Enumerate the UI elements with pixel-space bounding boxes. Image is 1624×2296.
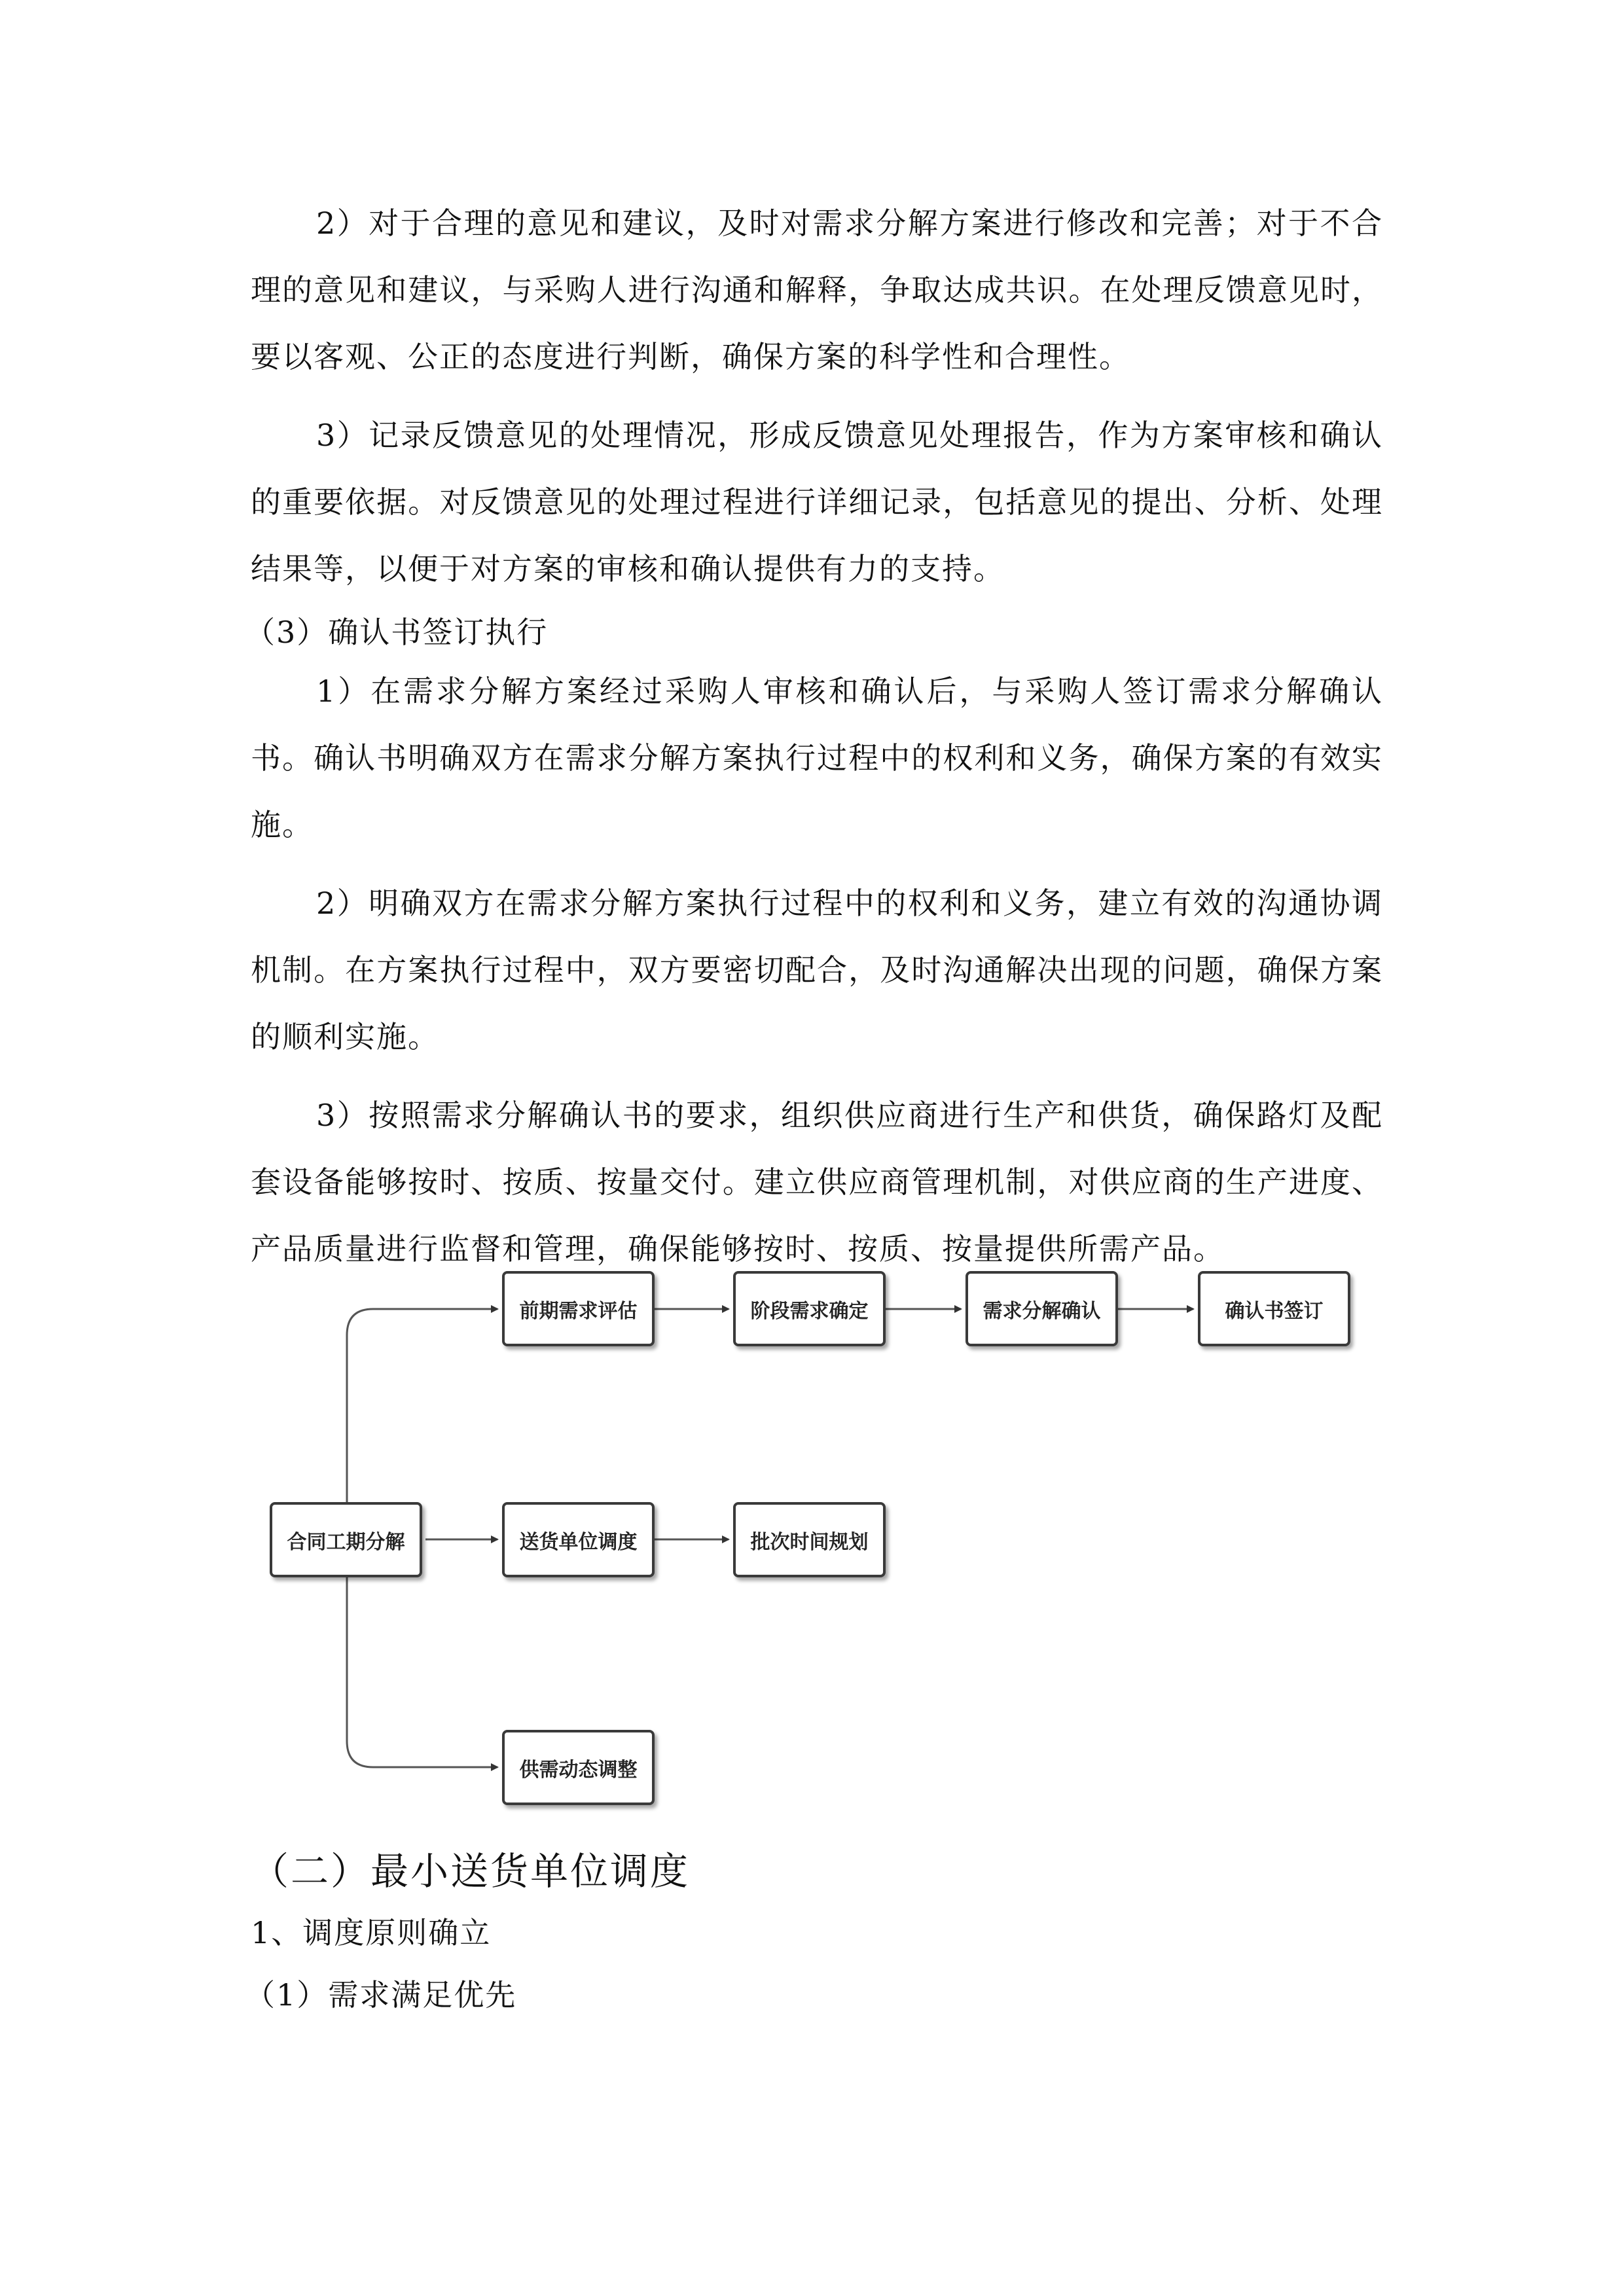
flow-node-contract-period: 合同工期分解	[270, 1502, 422, 1577]
connector-root-to-row1	[347, 1309, 497, 1502]
flow-node-confirmation-signing: 确认书签订	[1198, 1271, 1350, 1346]
heading-dispatch-principles: 1、调度原则确立	[251, 1915, 492, 1950]
flow-node-demand-breakdown-confirm: 需求分解确认	[965, 1271, 1118, 1346]
connector-root-to-row3	[347, 1577, 497, 1767]
paragraph-feedback-2: 2）对于合理的意见和建议，及时对需求分解方案进行修改和完善；对于不合理的意见和建议，与采购人进行沟通和解释，争取达成共识。在处理反馈意见时，要以客观、公正的态度进行判断，确保方案的科学性和合理性。	[251, 206, 1383, 374]
paragraph-confirm-1: 1）在需求分解方案经过采购人审核和确认后，与采购人签订需求分解确认书。确认书明确双方在需求分解方案执行过程中的权利和义务，确保方案的有效实施。	[251, 673, 1383, 842]
flow-node-batch-schedule: 批次时间规划	[733, 1502, 886, 1577]
heading-demand-priority: （1）需求满足优先	[245, 1977, 517, 2013]
paragraph-feedback-3: 3）记录反馈意见的处理情况，形成反馈意见处理报告，作为方案审核和确认的重要依据。对反馈意见的处理过程进行详细记录，包括意见的提出、分析、处理结果等，以便于对方案的审核和确认提供有力的支持。	[251, 418, 1383, 586]
flow-node-phase-demand: 阶段需求确定	[733, 1271, 886, 1346]
flow-node-supply-demand-adjust: 供需动态调整	[502, 1730, 655, 1805]
flow-node-early-demand-assessment: 前期需求评估	[502, 1271, 655, 1346]
paragraph-confirm-3: 3）按照需求分解确认书的要求，组织供应商进行生产和供货，确保路灯及配套设备能够按时、按质、按量交付。建立供应商管理机制，对供应商的生产进度、产品质量进行监督和管理，确保能够按时、按质、按量提供所需产品。	[251, 1098, 1383, 1266]
section-heading-min-delivery-unit: （二）最小送货单位调度	[251, 1849, 691, 1893]
subheading-confirm-sign: （3）确认书签订执行	[245, 615, 549, 650]
paragraph-confirm-2: 2）明确双方在需求分解方案执行过程中的权利和义务，建立有效的沟通协调机制。在方案执行过程中，双方要密切配合，及时沟通解决出现的问题，确保方案的顺利实施。	[251, 886, 1383, 1054]
flow-node-delivery-dispatch: 送货单位调度	[502, 1502, 655, 1577]
